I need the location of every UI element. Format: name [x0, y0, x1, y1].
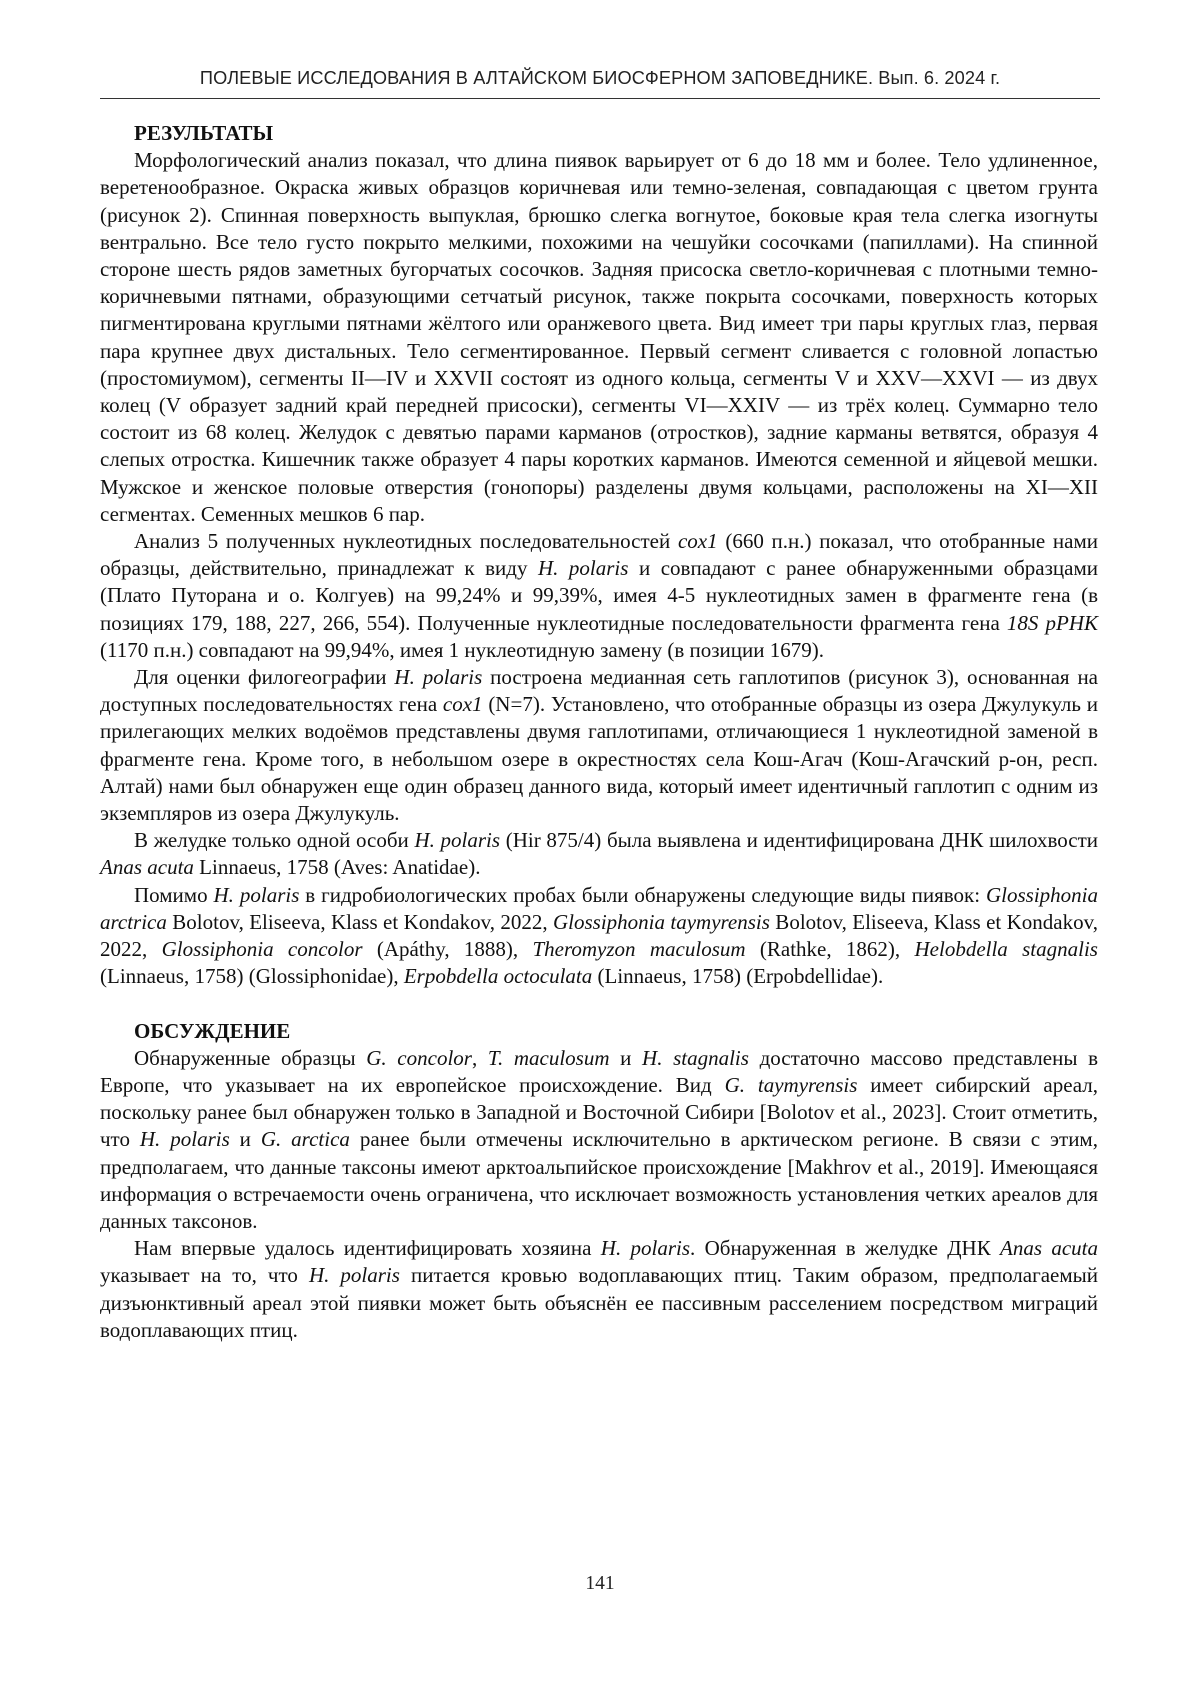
section-gap	[100, 991, 1098, 1018]
results-paragraph: В желудке только одной особи H. polaris (Hir 875/4) была выявлена и идентифицирована ДНК шилохвости Anas acuta Linnaeus, 1758 (Aves: Anatidae).	[100, 828, 1098, 880]
results-heading: РЕЗУЛЬТАТЫ	[134, 121, 274, 145]
discussion-paragraph: Нам впервые удалось идентифицировать хозяина H. polaris. Обнаруженная в желудке ДНК Anas acuta указывает на то, что H. polaris питается кровью водоплавающих птиц. Таким образом, предполагаемый дизъюнктивный ареал этой пиявки может быть объяснён ее пассивным расселением посредством миграций водоплавающих птиц.	[100, 1236, 1098, 1342]
body-text	[100, 120, 1098, 1344]
results-paragraph: Морфологический анализ показал, что длина пиявок варьирует от 6 до 18 мм и более. Тело удлиненное, веретенообразное. Окраска живых образцов коричневая или темно-зеленая, совпадающая с цветом грунта (рисунок 2). Спинная поверхность выпуклая, брюшко слегка вогнутое, боковые края тела слегка изогнуты вентрально. Все тело густо покрыто мелкими, похожими на чешуйки сосочками (папиллами). На спинной стороне шесть рядов заметных бугорчатых сосочков. Задняя присоска светло-коричневая с плотными темно-коричневыми пятнами, образующими сетчатый рисунок, также покрыта сосочками, поверхность которых пигментирована круглыми пятнами жёлтого или оранжевого цвета. Вид имеет три пары круглых глаз, первая пара крупнее двух дистальных. Тело сегментированное. Первый сегмент сливается с головной лопастью (простомиумом), сегменты II—IV и XXVII состоят из одного кольца, сегменты V и XXV—XXVI — из двух колец (V образует задний край передней присоски), сегменты VI—XXIV — из трёх колец. Суммарно тело состоит из 68 колец. Желудок с девятью парами карманов (отростков), задние карманы ветвятся, образуя 4 слепых отростка. Кишечник также образует 4 пары коротких карманов. Имеются семенной и яйцевой мешки. Мужское и женское половые отверстия (гонопоры) разделены двумя кольцами, расположены на XI—XII сегментах. Семенных мешков 6 пар.	[100, 148, 1098, 526]
discussion-heading: ОБСУЖДЕНИЕ	[134, 1018, 291, 1043]
results-paragraph: Помимо H. polaris в гидробиологических пробах были обнаружены следующие виды пиявок: Glossiphonia arctrica Bolotov, Eliseeva, Klass et Kondakov, 2022, Glossiphonia taymyrensis Bolotov, Eliseeva, Klass et Kondakov, 2022, Glossiphonia concolor (Apáthy, 1888), Theromyzon maculosum (Rathke, 1862), Helobdella stagnalis (Linnaeus, 1758) (Glossiphonidae), Erpobdella octoculata (Linnaeus, 1758) (Erpobdellidae).	[100, 882, 1098, 989]
header-rule	[100, 98, 1100, 99]
running-header: ПОЛЕВЫЕ ИССЛЕДОВАНИЯ В АЛТАЙСКОМ БИОСФЕРНОМ ЗАПОВЕДНИКЕ. Вып. 6. 2024 г.	[199, 68, 1001, 88]
results-paragraph: Анализ 5 полученных нуклеотидных последовательностей cox1 (660 п.н.) показал, что отобранные нами образцы, действительно, принадлежат к виду H. polaris и совпадают с ранее обнаруженными образцами (Плато Путорана и о. Колгуев) на 99,24% и 99,39%, имея 4-5 нуклеотидных замен в фрагменте гена (в позициях 179, 188, 227, 266, 554). Полученные нуклеотидные последовательности фрагмента гена 18S pРНК (1170 п.н.) совпадают на 99,94%, имея 1 нуклеотидную замену (в позиции 1679).	[100, 529, 1098, 662]
page-number: 141	[585, 1573, 615, 1594]
results-paragraph: Для оценки филогеографии H. polaris построена медианная сеть гаплотипов (рисунок 3), основанная на доступных последовательностях гена cox1 (N=7). Установлено, что отобранные образцы из озера Джулукуль и прилегающих мелких водоёмов представлены двумя гаплотипами, отличающиеся 1 нуклеотидной заменой в фрагменте гена. Кроме того, в небольшом озере в окрестностях села Кош-Агач (Кош-Агачский р-он, респ. Алтай) нами был обнаружен еще один образец данного вида, который имеет идентичный гаплотип с одним из экземпляров из озера Джулукуль.	[100, 665, 1099, 826]
discussion-paragraph: Обнаруженные образцы G. concolor, T. maculosum и H. stagnalis достаточно массово представлены в Европе, что указывает на их европейское происхождение. Вид G. taymyrensis имеет сибирский ареал, поскольку ранее был обнаружен только в Западной и Восточной Сибири [Bolotov et al., 2023]. Стоит отметить, что H. polaris и G. arctica ранее были отмечены исключительно в арктическом регионе. В связи с этим, предполагаем, что данные таксоны имеют арктоальпийское происхождение [Makhrov et al., 2019]. Имеющаяся информация о встречаемости очень ограничена, что исключает возможность установления четких ареалов для данных таксонов.	[100, 1045, 1099, 1233]
